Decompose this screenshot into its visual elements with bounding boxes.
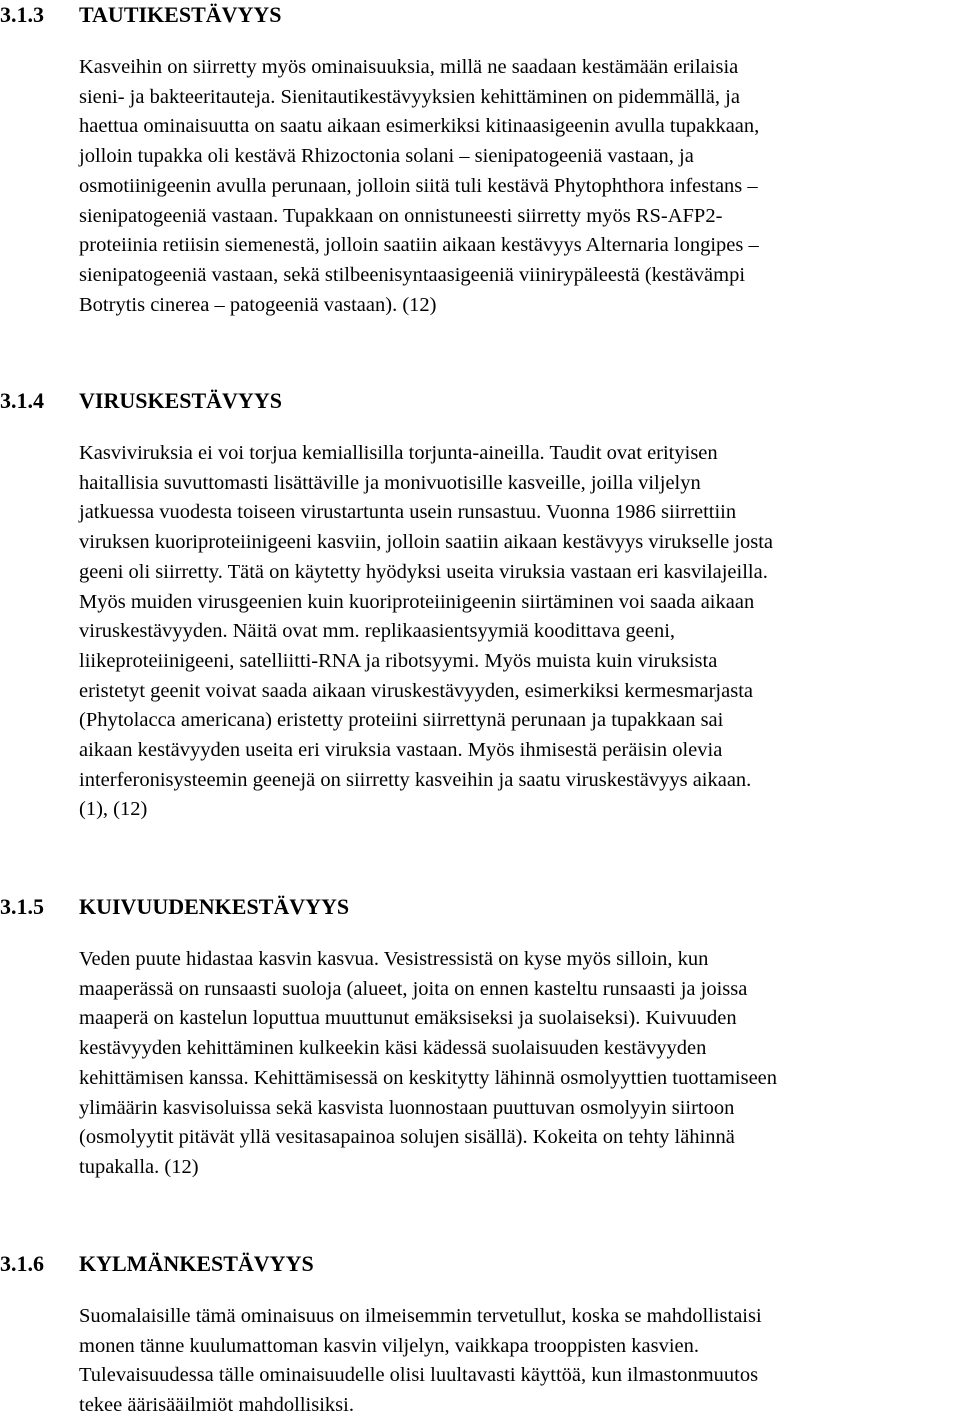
paragraph-line: jatkuessa vuodesta toiseen virustartunta usein runsastuu. Vuonna 1986 siirrettiin [79, 501, 737, 524]
paragraph-line: (osmolyytit pitävät yllä vesitasapainoa solujen sisällä). Kokeita on tehty lähinnä [79, 1126, 735, 1149]
paragraph-line: Kasveihin on siirretty myös ominaisuuksia, millä ne saadaan kestämään erilaisia [79, 56, 739, 78]
section-number: 3.1.5 [0, 894, 44, 919]
paragraph-line: haettua ominaisuutta on saatu aikaan esimerkiksi kitinaasigeenin avulla tupakkaan, [79, 115, 760, 138]
paragraph-line: eristetyt geenit voivat saada aikaan viruskestävyyden, esimerkiksi kermesmarjasta [79, 679, 753, 702]
paragraph-line: sienipatogeeniä vastaan, sekä stilbeenisyntaasigeeniä viinirypäleestä (kestävämpi [79, 263, 746, 286]
paragraph-line: Botrytis cinerea – patogeeniä vastaan). (12) [79, 293, 437, 316]
paragraph-line: kestävyyden kehittäminen kulkeekin käsi kädessä suolaisuuden kestävyyden [79, 1037, 707, 1060]
paragraph-line: ylimäärin kasvisoluissa sekä kasvista luonnostaan puuttuvan osmolyyin siirtoon [79, 1096, 735, 1119]
section-kuivuudenkestavyys [0, 892, 960, 1183]
paragraph-line: maaperässä on runsaasti suoloja (alueet, joita on ennen kasteltu runsaasti ja joissa [79, 977, 748, 1000]
section-title: KYLMÄNKESTÄVYYS [79, 1251, 314, 1276]
section-number: 3.1.6 [0, 1251, 44, 1276]
section-paragraph [79, 53, 959, 320]
paragraph-line: maaperä on kastelun loputtua muuttunut emäksiseksi ja suolaiseksi). Kuivuuden [79, 1007, 737, 1030]
section-viruskestavyys [0, 386, 960, 825]
section-heading [0, 386, 960, 416]
section-heading [0, 892, 960, 922]
paragraph-line: tupakalla. (12) [79, 1155, 199, 1178]
paragraph-line: tekee äärisääilmiöt mahdollisiksi. [79, 1394, 354, 1417]
paragraph-line: haitallisia suvuttomasti lisättäville ja monivuotisille kasveille, joilla viljelyn [79, 471, 701, 494]
paragraph-line: osmotiinigeenin avulla perunaan, jolloin siitä tuli kestävä Phytophthora infestans – [79, 174, 758, 197]
section-paragraph [79, 1302, 959, 1421]
paragraph-line: Kasviviruksia ei voi torjua kemiallisilla torjunta-aineilla. Taudit ovat erityisen [79, 442, 718, 464]
section-tautikestavyys [0, 0, 960, 320]
paragraph-line: aikaan kestävyyden useita eri viruksia vastaan. Myös ihmisestä peräisin olevia [79, 739, 723, 762]
section-title: VIRUSKESTÄVYYS [79, 388, 282, 413]
section-heading [0, 1249, 960, 1279]
paragraph-line: Veden puute hidastaa kasvin kasvua. Vesistressistä on kyse myös silloin, kun [79, 948, 709, 970]
paragraph-line: (Phytolacca americana) eristetty proteiini siirrettynä perunaan ja tupakkaan sai [79, 709, 724, 732]
paragraph-line: sieni- ja bakteeritauteja. Sienitautikestävyyksien kehittäminen on pidemmällä, ja [79, 85, 740, 108]
section-title: TAUTIKESTÄVYYS [79, 2, 282, 27]
section-paragraph [79, 945, 959, 1183]
paragraph-line: Tulevaisuudessa tälle ominaisuudelle olisi luultavasti käyttöä, kun ilmastonmuutos [79, 1364, 759, 1387]
paragraph-line: proteiinia retiisin siemenestä, jolloin saatiin aikaan kestävyys Alternaria longipes – [79, 234, 759, 257]
section-heading [0, 0, 960, 30]
paragraph-line: viruskestävyyden. Näitä ovat mm. replikaasientsyymiä koodittava geeni, [79, 620, 676, 643]
section-paragraph [79, 439, 959, 825]
paragraph-line: liikeproteiinigeeni, satelliitti-RNA ja ribotsyymi. Myös muista kuin viruksista [79, 649, 718, 672]
paragraph-line: (1), (12) [79, 798, 148, 821]
paragraph-line: viruksen kuoriproteiinigeeni kasviin, jolloin saatiin aikaan kestävyys virukselle josta [79, 531, 774, 554]
paragraph-line: Suomalaisille tämä ominaisuus on ilmeisemmin tervetullut, koska se mahdollistaisi [79, 1305, 762, 1327]
paragraph-line: kehittämisen kanssa. Kehittämisessä on keskitytty lähinnä osmolyyttien tuottamiseen [79, 1066, 778, 1089]
paragraph-line: sienipatogeeniä vastaan. Tupakkaan on onnistuneesti siirretty myös RS-AFP2- [79, 204, 723, 227]
section-kylmankestavyys [0, 1249, 960, 1421]
paragraph-line: Myös muiden virusgeenien kuin kuoriproteiinigeenin siirtäminen voi saada aikaan [79, 590, 755, 613]
section-number: 3.1.4 [0, 388, 44, 413]
paragraph-line: interferonisysteemin geenejä on siirretty kasveihin ja saatu viruskestävyys aikaan. [79, 768, 752, 791]
paragraph-line: geeni oli siirretty. Tätä on käytetty hyödyksi useita viruksia vastaan eri kasvilajeilla. [79, 560, 768, 583]
paragraph-line: monen tänne kuulumattoman kasvin viljelyn, vaikkapa trooppisten kasvien. [79, 1334, 699, 1357]
paragraph-line: jolloin tupakka oli kestävä Rhizoctonia solani – sienipatogeeniä vastaan, ja [79, 145, 694, 168]
section-title: KUIVUUDENKESTÄVYYS [79, 894, 350, 919]
section-number: 3.1.3 [0, 2, 44, 27]
